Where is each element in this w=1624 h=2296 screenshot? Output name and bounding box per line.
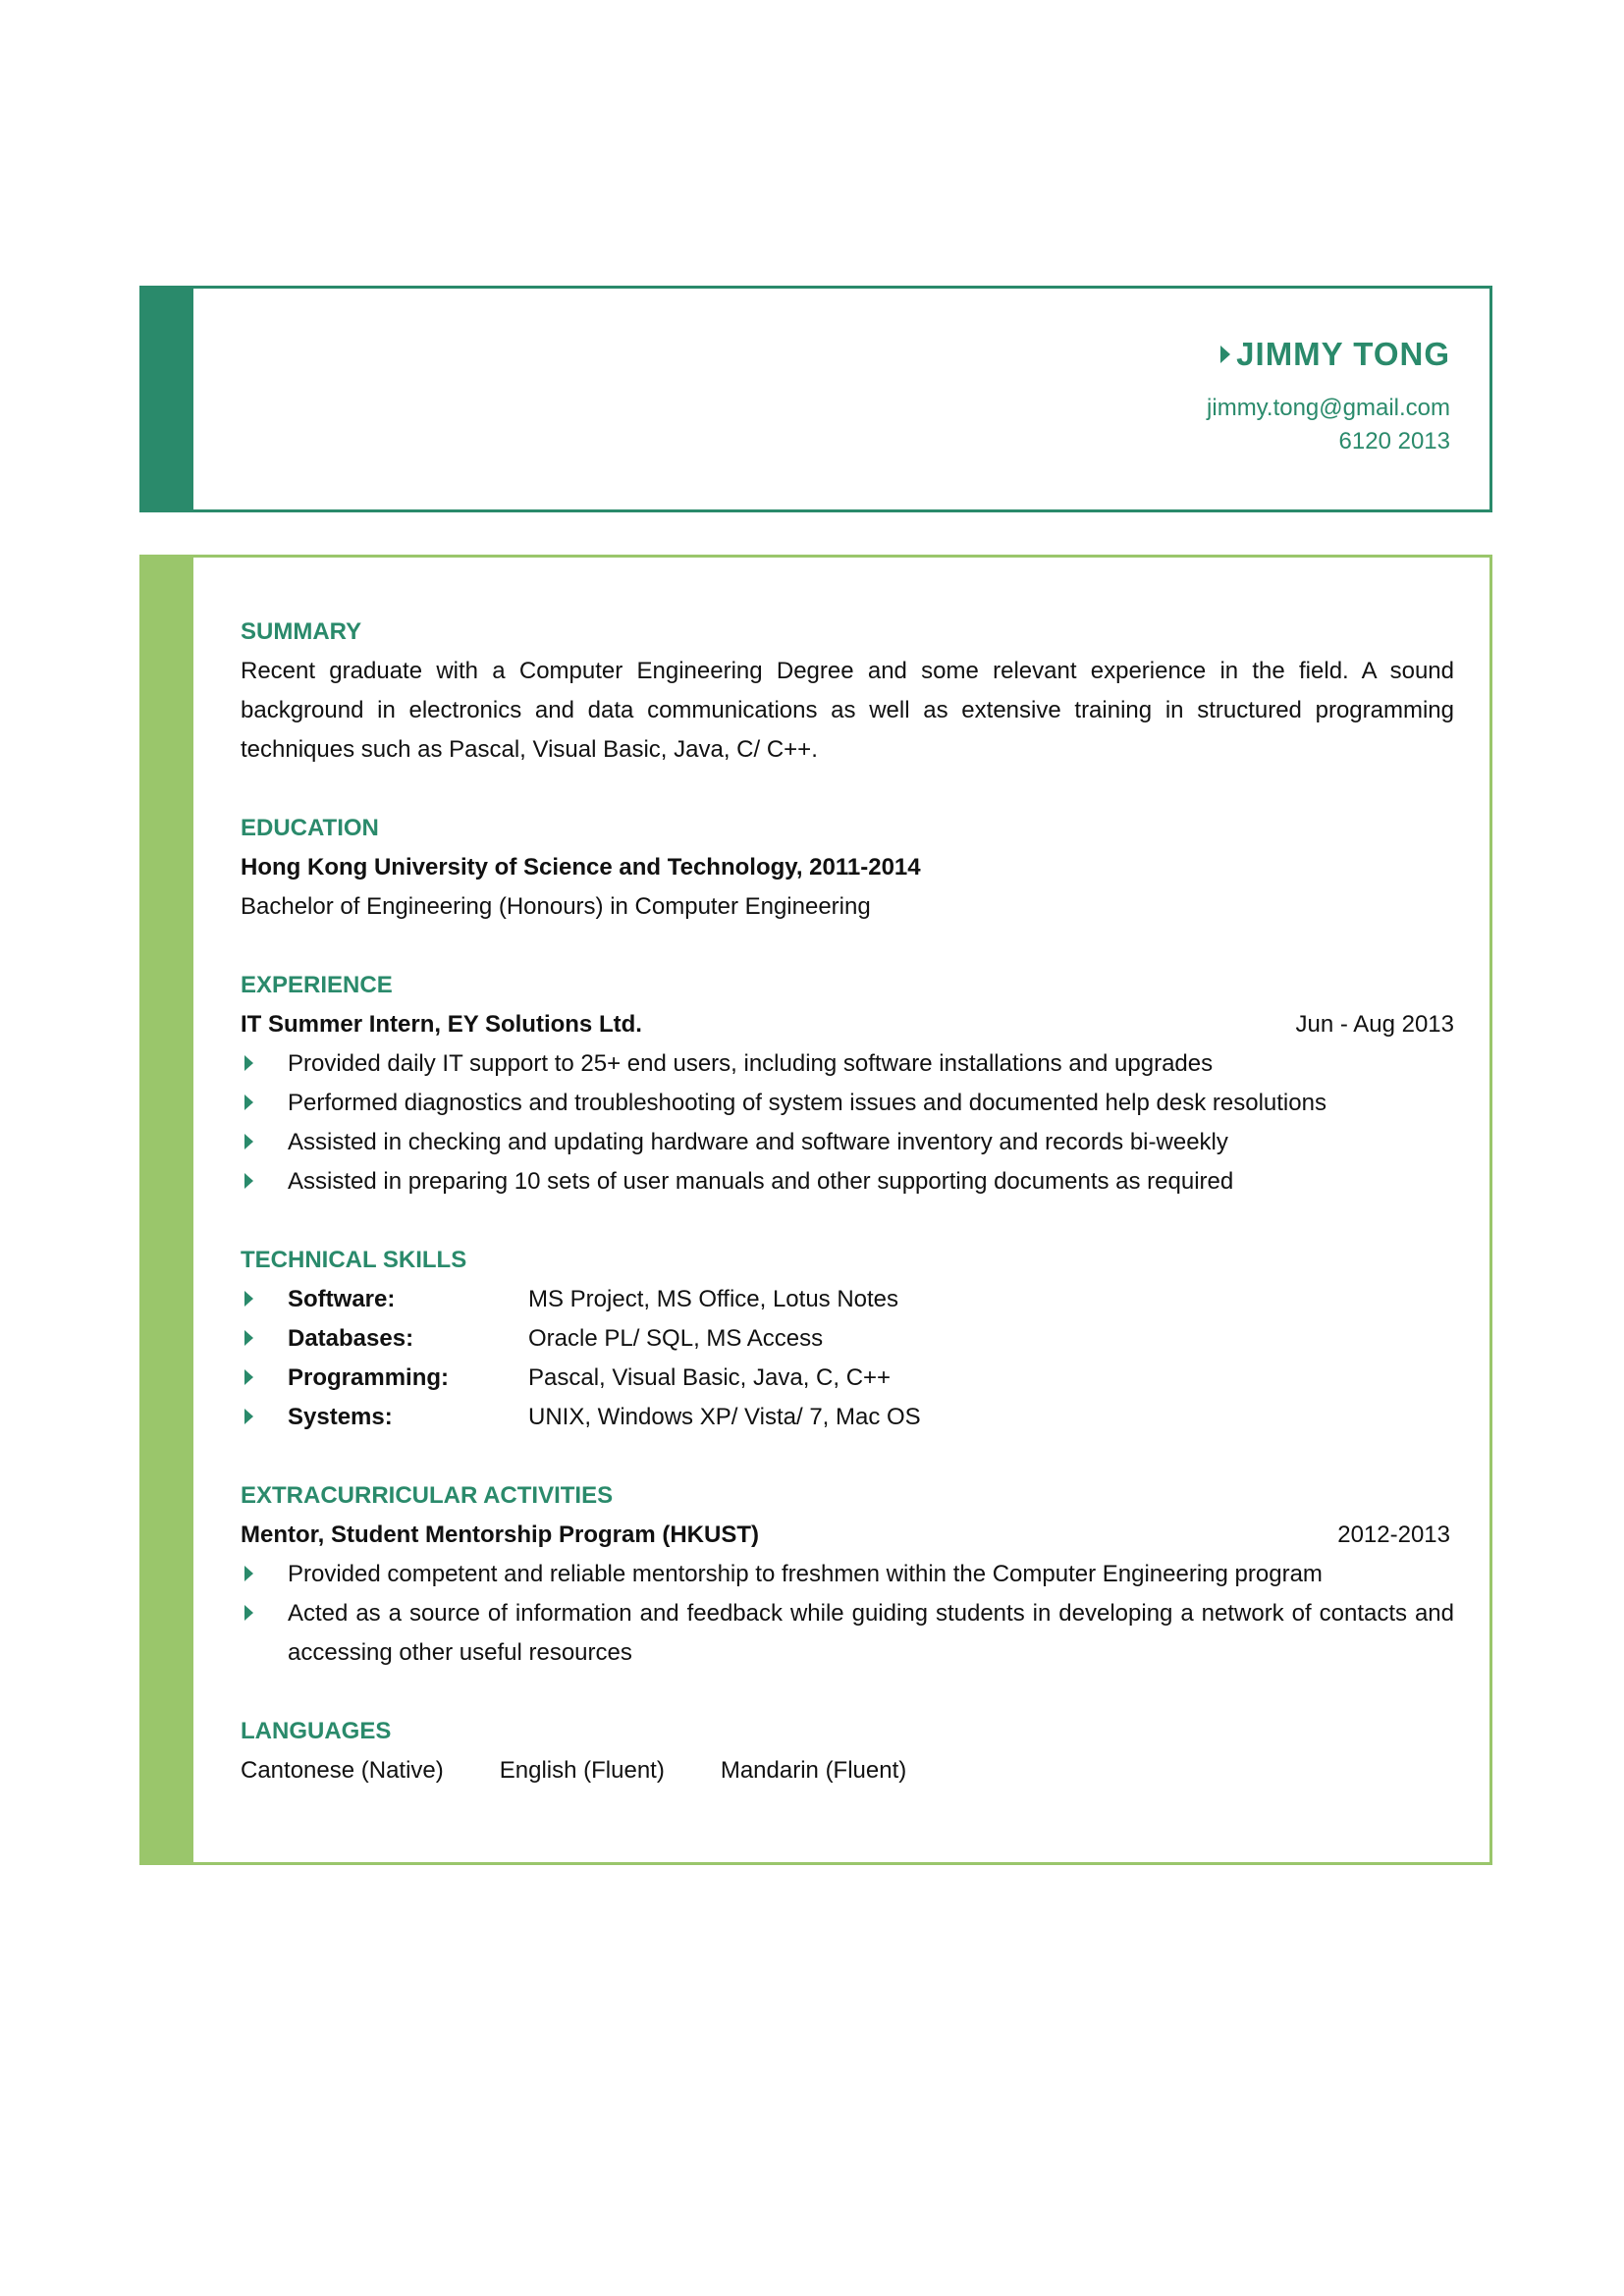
activities-section bbox=[241, 1476, 1454, 1673]
skill-value: MS Project, MS Office, Lotus Notes bbox=[528, 1286, 899, 1312]
summary-title: SUMMARY bbox=[241, 618, 362, 645]
list-item bbox=[241, 1359, 1454, 1398]
list-item bbox=[241, 1555, 1454, 1594]
language-item: Cantonese (Native) bbox=[241, 1757, 444, 1784]
resume-body-box bbox=[139, 555, 1492, 1865]
skill-value: Oracle PL/ SQL, MS Access bbox=[528, 1325, 824, 1352]
triangle-bullet-icon bbox=[244, 1409, 253, 1424]
languages-section bbox=[241, 1712, 1454, 1790]
activities-header-row bbox=[241, 1516, 1454, 1555]
list-item bbox=[241, 1594, 1454, 1673]
triangle-bullet-icon bbox=[244, 1134, 253, 1149]
list-item bbox=[241, 1162, 1454, 1201]
skill-label: Software: bbox=[288, 1286, 396, 1312]
triangle-bullet-icon bbox=[244, 1369, 253, 1385]
list-item bbox=[241, 1044, 1454, 1084]
summary-section bbox=[241, 613, 1454, 770]
list-item-text: Acted as a source of information and feedback while guiding students in developing a network of contacts and accessing other useful resources bbox=[288, 1600, 1454, 1666]
body-accent-bar bbox=[142, 558, 193, 1862]
education-degree: Bachelor of Engineering (Honours) in Computer Engineering bbox=[241, 893, 871, 920]
list-item-text: Performed diagnostics and troubleshooting of system issues and documented help desk resolutions bbox=[288, 1090, 1326, 1116]
candidate-name-text: JIMMY TONG bbox=[1236, 336, 1450, 372]
list-item bbox=[241, 1319, 1454, 1359]
header-box bbox=[139, 286, 1492, 512]
activities-bullets bbox=[241, 1555, 1454, 1673]
triangle-bullet-icon bbox=[244, 1095, 253, 1110]
triangle-bullet-icon bbox=[244, 1055, 253, 1071]
phone: 6120 2013 bbox=[1338, 428, 1450, 454]
list-item-text: Assisted in checking and updating hardware and software inventory and records bi-weekly bbox=[288, 1129, 1228, 1155]
triangle-bullet-icon bbox=[244, 1605, 253, 1621]
activities-title: EXTRACURRICULAR ACTIVITIES bbox=[241, 1482, 614, 1509]
skills-list bbox=[241, 1280, 1454, 1437]
education-title: EDUCATION bbox=[241, 815, 379, 841]
list-item-text: Provided daily IT support to 25+ end users, including software installations and upgrades bbox=[288, 1050, 1214, 1077]
skills-section bbox=[241, 1241, 1454, 1437]
skill-value: Pascal, Visual Basic, Java, C, C++ bbox=[528, 1364, 892, 1391]
candidate-name bbox=[1220, 336, 1450, 373]
triangle-bullet-icon bbox=[244, 1330, 253, 1346]
experience-title: EXPERIENCE bbox=[241, 972, 393, 998]
header-accent-bar bbox=[142, 289, 193, 509]
email: jimmy.tong@gmail.com bbox=[1207, 395, 1450, 421]
education-section bbox=[241, 809, 1454, 927]
list-item bbox=[241, 1280, 1454, 1319]
education-school: Hong Kong University of Science and Technology, 2011-2014 bbox=[241, 854, 921, 881]
languages-title: LANGUAGES bbox=[241, 1718, 392, 1744]
skill-label: Programming: bbox=[288, 1364, 450, 1391]
experience-section bbox=[241, 966, 1454, 1201]
skill-label: Databases: bbox=[288, 1325, 414, 1352]
activities-dates: 2012-2013 bbox=[1337, 1522, 1450, 1548]
triangle-bullet-icon bbox=[244, 1173, 253, 1189]
resume-content bbox=[241, 613, 1454, 1830]
triangle-bullet-icon bbox=[244, 1291, 253, 1307]
list-item-text: Assisted in preparing 10 sets of user manuals and other supporting documents as required bbox=[288, 1168, 1234, 1195]
list-item-text: Provided competent and reliable mentorship to freshmen within the Computer Engineering program bbox=[288, 1561, 1323, 1587]
list-item bbox=[241, 1398, 1454, 1437]
skills-title: TECHNICAL SKILLS bbox=[241, 1247, 467, 1273]
list-item bbox=[241, 1123, 1454, 1162]
triangle-bullet-icon bbox=[1220, 346, 1230, 363]
language-item: English (Fluent) bbox=[499, 1757, 665, 1784]
experience-bullets bbox=[241, 1044, 1454, 1201]
experience-header-row bbox=[241, 1005, 1454, 1044]
experience-dates: Jun - Aug 2013 bbox=[1295, 1011, 1454, 1038]
language-item: Mandarin (Fluent) bbox=[720, 1757, 907, 1784]
skill-value: UNIX, Windows XP/ Vista/ 7, Mac OS bbox=[528, 1404, 921, 1430]
activities-role: Mentor, Student Mentorship Program (HKUST) bbox=[241, 1522, 759, 1548]
summary-text: Recent graduate with a Computer Engineering Degree and some relevant experience in the field. A sound background in electronics and data communications as well as extensive training in structured programming techniques such as Pascal, Visual Basic, Java, C/ C++. bbox=[241, 658, 1454, 763]
list-item bbox=[241, 1084, 1454, 1123]
experience-role: IT Summer Intern, EY Solutions Ltd. bbox=[241, 1011, 642, 1038]
triangle-bullet-icon bbox=[244, 1566, 253, 1581]
skill-label: Systems: bbox=[288, 1404, 393, 1430]
languages-list bbox=[241, 1751, 1454, 1790]
